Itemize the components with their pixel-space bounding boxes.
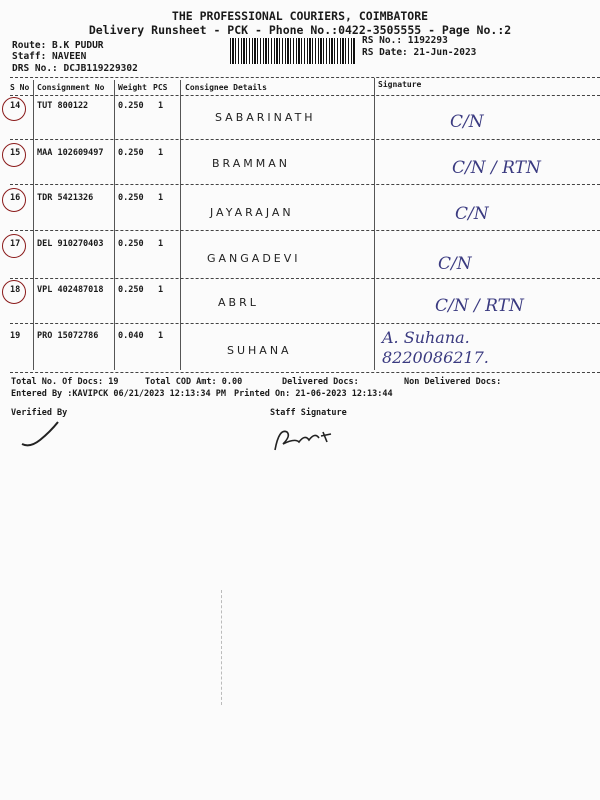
row-consignee: JAYARAJAN [210,206,294,219]
row-consignment: MAA 102609497 [37,148,104,158]
staff-signature-label: Staff Signature [270,408,347,418]
row-divider [10,230,600,231]
row-weight: 0.250 [118,101,144,111]
col-divider [114,80,115,370]
row-weight: 0.250 [118,148,144,158]
row-pcs: 1 [158,101,164,111]
row-sno: 16 [10,193,21,203]
row-consignee: BRAMMAN [212,157,291,170]
company-title: THE PROFESSIONAL COURIERS, COIMBATORE [171,9,429,23]
col-consignment: Consignment No [37,83,105,92]
row-signature: C/N [455,204,489,224]
row-consignment: VPL 402487018 [37,285,104,295]
non-delivered-docs: Non Delivered Docs: [404,377,502,387]
rs-number: RS No.: 1192293 [362,35,448,46]
row-signature: C/N [438,254,472,274]
col-weight: Weight [118,83,147,92]
row-consignment: TUT 800122 [37,101,89,111]
row-consignment: DEL 910270403 [37,239,104,249]
verified-by-label: Verified By [11,408,68,418]
row-sno: 17 [10,239,21,249]
printed-on: Printed On: 21-06-2023 12:13:44 [234,389,393,399]
row-pcs: 1 [158,239,164,249]
rs-date: RS Date: 21-Jun-2023 [362,47,477,58]
col-pcs: PCS [153,83,168,92]
row-consignee: SUHANA [227,344,292,357]
row-consignment: PRO 15072786 [37,331,99,341]
col-divider [33,80,34,370]
staff-label: Staff: NAVEEN [12,51,87,62]
verified-signature-scribble [18,418,63,450]
row-sno: 14 [10,101,21,111]
header-top-divider [10,77,600,78]
total-cod: Total COD Amt: 0.00 [145,377,243,387]
route-label: Route: B.K PUDUR [12,40,104,51]
total-docs: Total No. Of Docs: 19 [11,377,119,387]
delivered-docs: Delivered Docs: [282,377,359,387]
fold-mark [221,590,222,705]
row-pcs: 1 [158,148,164,158]
row-consignment: TDR 5421326 [37,193,94,203]
barcode [230,38,356,64]
row-divider [10,278,600,279]
entered-by: Entered By :KAVIPCK 06/21/2023 12:13:34 PM [11,389,226,399]
row-pcs: 1 [158,193,164,203]
row-weight: 0.040 [118,331,144,341]
row-weight: 0.250 [118,285,144,295]
row-sno: 18 [10,285,21,295]
row-divider [10,139,600,140]
row-weight: 0.250 [118,239,144,249]
row-pcs: 1 [158,331,164,341]
col-sno: S No [10,83,30,92]
row-consignee: SABARINATH [215,111,316,124]
row-signature: C/N [450,112,484,132]
row-signature: C/N / RTN [435,296,524,316]
row-consignee: GANGADEVI [207,252,301,265]
col-divider [374,78,375,370]
row-pcs: 1 [158,285,164,295]
row-weight: 0.250 [118,193,144,203]
row-signature: A. Suhana. 8220086217. [382,328,489,367]
col-consignee: Consignee Details [185,83,267,92]
runsheet-subtitle: Delivery Runsheet - PCK - Phone No.:0422-3505555 - Page No.:2 [88,23,512,37]
row-signature: C/N / RTN [452,158,541,178]
row-sno: 15 [10,148,21,158]
row-divider [10,184,600,185]
row-consignee: ABRL [218,296,259,309]
staff-signature-scribble [265,420,345,458]
col-divider [180,80,181,370]
row-sno: 19 [10,331,21,341]
header-bottom-divider [10,95,600,96]
row-divider [10,323,600,324]
table-bottom-divider [10,372,600,373]
drs-number: DRS No.: DCJB119229302 [12,63,138,74]
col-signature: Signature [378,80,422,89]
